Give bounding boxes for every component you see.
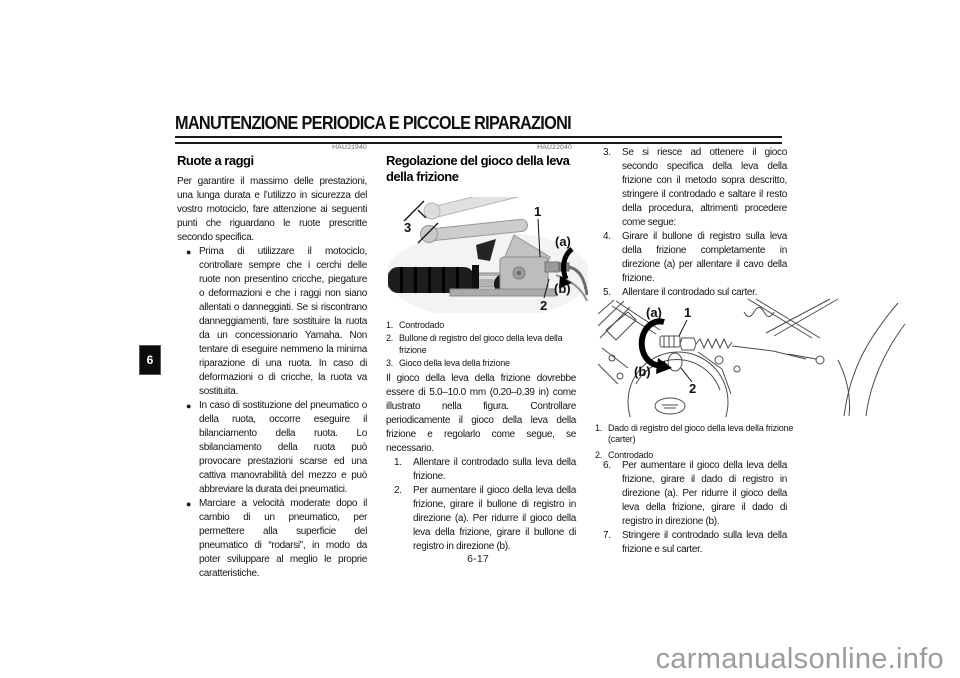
caption-item: [386, 358, 582, 369]
clutch-lever-illustration: [388, 197, 588, 313]
step-num: 4.: [603, 231, 611, 242]
section-code-clutch: HAU22040: [537, 144, 572, 151]
figure1-caption: [386, 318, 582, 370]
step-text: Stringere il controdado sulla leva della frizione e sul carter.: [622, 530, 787, 555]
step-text: Se si riesce ad ottenere il gioco secondo specifica della leva della frizione con il metodo sopra descritto, stringere il controdado e saltare il resto della procedura, altrimenti procedere come segue:: [622, 147, 787, 228]
caption-text: Dado di registro del gioco della leva della frizione (carter): [608, 423, 794, 445]
step-num: 7.: [603, 530, 611, 541]
callout-freeplay: 3: [404, 220, 412, 235]
callout-line-2: [681, 368, 692, 382]
step-1: [386, 456, 576, 484]
step-num: 6.: [603, 460, 611, 471]
wheels-bullet-1-text: Prima di utilizzare il motociclo, controllare sempre che i cerchi delle ruote non presentino cricche, piegature o deformazioni e che i raggi non siano allentati o danneggiati. Se si riscontrano danneggiamenti, fare sostituire la ruota da un concessionario Yamaha. Non tentare di eseguire nemmeno la minima riparazione di una ruota. In caso di deformazioni o di cricche, la ruota va sostituita.: [199, 246, 367, 397]
caption-num: 2.: [595, 449, 603, 460]
caption-text: Controdado: [608, 449, 654, 460]
wheels-bullet-2: [177, 399, 367, 497]
bullet-icon: ●: [186, 499, 192, 509]
watermark: carmanualsonline.info: [655, 643, 944, 675]
clutch-steps-block-1: [595, 146, 787, 300]
bullet-icon: ●: [186, 247, 192, 257]
page-title: MANUTENZIONE PERIODICA E PICCOLE RIPARAZIONI: [175, 112, 571, 133]
step-text: Per aumentare il gioco della leva della frizione, girare il bullone di registro in direzione (a). Per ridurre il gioco della leva della frizione, girare il bullone di registro in direzione (b).: [413, 485, 576, 552]
callout-dir-b: (b): [634, 364, 651, 379]
figure-clutch-lever-photo: [388, 197, 588, 313]
crankcase-illustration: [598, 298, 906, 417]
caption-num: 1.: [595, 423, 603, 433]
callout-nut: 1: [684, 305, 692, 320]
wheels-bullet-1: [177, 245, 367, 399]
column-wheels: [177, 144, 367, 581]
clutch-paragraph: Il gioco della leva della frizione dovrebbe essere di 5.0–10.0 mm (0.20–0.39 in) come illustrato nella figura. Controllare periodicamente il gioco della leva della frizione e regolarlo come segue, se necessario.: [386, 373, 576, 454]
caption-text: Controdado: [399, 320, 445, 330]
caption-text: Gioco della leva della frizione: [399, 358, 510, 369]
bullet-icon: ●: [186, 401, 192, 411]
section-heading-wheels: Ruote a raggi: [177, 153, 254, 168]
step-6: [595, 459, 787, 529]
caption-num: 2.: [386, 333, 394, 344]
callout-dir-a: (a): [646, 305, 662, 320]
chapter-tab: 6: [139, 345, 161, 375]
step-num: 1.: [394, 457, 402, 468]
step-num: 5.: [603, 287, 611, 298]
callout-line-1: [679, 320, 687, 336]
section-heading-clutch: Regolazione del gioco della leva della frizione: [386, 153, 570, 184]
figure-crankcase-adjuster: [598, 298, 906, 417]
callout-dir-a: (a): [555, 234, 571, 249]
step-3: [595, 146, 787, 230]
callout-locknut: 1: [534, 204, 542, 219]
caption-num: 3.: [386, 358, 394, 369]
callout-dir-b: (b): [554, 281, 571, 296]
step-4: [595, 230, 787, 286]
lever-ghost-position: [424, 197, 523, 219]
caption-text: Bullone di registro del gioco della leva della frizione: [399, 333, 563, 355]
column-clutch: [386, 144, 584, 191]
clutch-paragraph-block: [386, 372, 576, 554]
clutch-steps-block-2: [595, 459, 787, 557]
step-text: Allentare il controdado sulla leva della frizione.: [413, 457, 576, 482]
wheels-bullet-2-text: In caso di sostituzione del pneumatico o della ruota, occorre eseguire il bilanciamento della ruota. Lo sbilanciamento della ruota può provocare prestazioni scarse ed una cattiva manovrabilità del mezzo e può abbreviare la durata dei pneumatici.: [199, 400, 367, 495]
step-text: Per aumentare il gioco della leva della frizione, girare il dado di registro in direzione (a). Per ridurre il gioco della leva della frizione, girare il dado di registro in direzione (b).: [622, 460, 787, 527]
wheels-bullet-3: [177, 497, 367, 581]
step-text: Allentare il controdado sul carter.: [622, 287, 758, 298]
callout-locknut: 2: [689, 381, 697, 396]
step-2: [386, 484, 576, 554]
title-double-rule: [175, 136, 782, 144]
caption-num: 1.: [386, 320, 394, 330]
callout-bolt: 2: [540, 298, 548, 313]
step-num: 3.: [603, 147, 611, 158]
caption-item: [386, 333, 582, 356]
section-code-wheels: HAU21940: [332, 144, 367, 151]
wheels-bullet-3-text: Marciare a velocità moderate dopo il cambio di un pneumatico, per permettere alla superficie del pneumatico di “rodarsi”, in modo da poter sviluppare al meglio le proprie caratteristiche.: [199, 498, 367, 579]
wheels-intro: Per garantire il massimo delle prestazioni, una lunga durata e l’utilizzo in sicurezza del vostro motociclo, fare attenzione ai seguenti punti che riguardano le ruote prescritte secondo specifica.: [177, 176, 367, 243]
step-7: [595, 529, 787, 557]
step-text: Girare il bullone di registro sulla leva della frizione completamente in direzione (a) per allentare il cavo della frizione.: [622, 231, 787, 284]
caption-item: [595, 423, 803, 446]
caption-item: [386, 320, 582, 331]
figure2-caption: [595, 421, 803, 461]
step-num: 2.: [394, 485, 402, 496]
page-number: 6-17: [467, 553, 489, 565]
